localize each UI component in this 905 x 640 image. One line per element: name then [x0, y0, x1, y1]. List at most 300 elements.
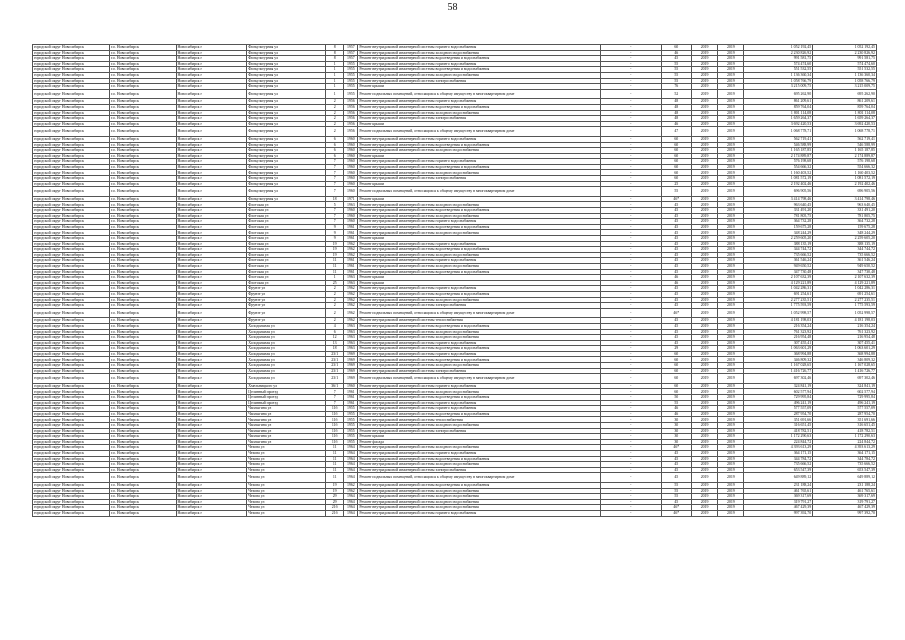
cell-cost-max: 388 135,19: [813, 241, 877, 247]
cell-year: 1960: [344, 213, 358, 219]
cell-city: г.о. Новосибирск: [109, 263, 176, 269]
cell-cost-max: 316 651,45: [813, 423, 877, 429]
cell-house: 7: [326, 170, 344, 176]
cell-year-end: 2019: [718, 224, 744, 230]
cell-year-end: 2019: [718, 400, 744, 406]
cell-cost-max: 159 675,28: [813, 224, 877, 230]
cell-cost-per-unit: 25: [661, 181, 691, 187]
cell-street: Физкультурная ул: [247, 78, 326, 84]
cell-year-start: 2019: [691, 196, 717, 202]
cell-city: г.о. Новосибирск: [109, 252, 176, 258]
cell-year-start: 2019: [691, 127, 717, 137]
cell-city: г.о. Новосибирск: [109, 462, 176, 468]
cell-year-end: 2019: [718, 56, 744, 62]
cell-work-type: Ремонт внутридомовой инженерной системы холодного водоснабжения: [358, 213, 601, 219]
cell-cost-per-unit: 60: [661, 170, 691, 176]
cell-house: 18: [326, 346, 344, 352]
cell-city: г.о. Новосибирск: [109, 411, 176, 417]
cell-mark: -: [601, 329, 662, 335]
cell-year-start: 2019: [691, 423, 717, 429]
cell-cost-per-unit: 76: [661, 84, 691, 90]
cell-city: г.о. Новосибирск: [109, 269, 176, 275]
cell-mark: -: [601, 136, 662, 142]
cell-district: городской округ Новосибирск: [33, 241, 110, 247]
cell-work-type: Ремонт внутридомовой инженерной системы холодного водоснабжения: [358, 494, 601, 500]
cell-year-start: 2019: [691, 219, 717, 225]
cell-street: Флотская ул: [247, 219, 326, 225]
cell-cost-per-unit: 60: [661, 176, 691, 182]
cell-work-type: Ремонт подвальных помещений, относящихся к общему имуществу в многоквартирном доме: [358, 127, 601, 137]
cell-work-type: Ремонт внутридомовой инженерной системы горячего водоснабжения: [358, 61, 601, 67]
cell-cost-total: 231 188,24: [744, 482, 813, 488]
table-row: [33, 89, 877, 99]
cell-locality: Новосибирск г: [176, 406, 247, 412]
cell-city: г.о. Новосибирск: [109, 196, 176, 202]
cell-district: городской округ Новосибирск: [33, 116, 110, 122]
cell-year-end: 2019: [718, 45, 744, 51]
cell-year-end: 2019: [718, 121, 744, 127]
cell-year-end: 2019: [718, 323, 744, 329]
cell-house: 9: [326, 236, 344, 242]
cell-year: 1964: [344, 510, 358, 516]
cell-mark: -: [601, 148, 662, 154]
cell-city: г.о. Новосибирск: [109, 219, 176, 225]
cell-work-type: Ремонт внутридомовой инженерной системы водоотведения и водоснабжения: [358, 208, 601, 214]
cell-cost-per-unit: 48: [661, 104, 691, 110]
cell-year-start: 2019: [691, 494, 717, 500]
cell-year: 1963: [344, 346, 358, 352]
cell-year: 1961: [344, 395, 358, 401]
cell-year-start: 2019: [691, 400, 717, 406]
cell-cost-total: 346 809,32: [744, 357, 813, 363]
cell-house: 1: [326, 275, 344, 281]
cell-house: 1: [326, 84, 344, 90]
cell-district: городской округ Новосибирск: [33, 346, 110, 352]
cell-street: Чехова ул: [247, 462, 326, 468]
cell-cost-per-unit: 60: [661, 45, 691, 51]
cell-cost-total: 364 732,28: [744, 219, 813, 225]
cell-year: 1961: [344, 230, 358, 236]
cell-mark: -: [601, 116, 662, 122]
cell-locality: Новосибирск г: [176, 236, 247, 242]
cell-house: 11: [326, 263, 344, 269]
cell-city: г.о. Новосибирск: [109, 482, 176, 488]
cell-street: Флотская ул: [247, 258, 326, 264]
cell-work-type: Ремонт крыши: [358, 121, 601, 127]
cell-cost-per-unit: 45: [661, 258, 691, 264]
cell-work-type: Ремонт внутридомовой инженерной системы холодного водоснабжения: [358, 423, 601, 429]
cell-house: 23/1: [326, 374, 344, 384]
cell-mark: -: [601, 142, 662, 148]
cell-cost-per-unit: 30: [661, 428, 691, 434]
cell-mark: -: [601, 400, 662, 406]
cell-district: городской округ Новосибирск: [33, 450, 110, 456]
cell-year-start: 2019: [691, 148, 717, 154]
cell-house: 7: [326, 400, 344, 406]
cell-year-start: 2019: [691, 351, 717, 357]
cell-year: 1955: [344, 423, 358, 429]
cell-mark: -: [601, 303, 662, 309]
cell-cost-per-unit: 60: [661, 164, 691, 170]
cell-street: Физкультурная ул: [247, 127, 326, 137]
cell-year-start: 2019: [691, 417, 717, 423]
cell-district: городской округ Новосибирск: [33, 488, 110, 494]
cell-year-start: 2019: [691, 505, 717, 511]
cell-house: 2: [326, 121, 344, 127]
cell-year-start: 2019: [691, 269, 717, 275]
cell-mark: -: [601, 286, 662, 292]
cell-street: Физкультурная ул: [247, 148, 326, 154]
cell-street: Чехова ул: [247, 473, 326, 483]
cell-mark: -: [601, 383, 662, 389]
cell-district: городской округ Новосибирск: [33, 406, 110, 412]
cell-year-end: 2019: [718, 303, 744, 309]
cell-year-start: 2019: [691, 340, 717, 346]
cell-cost-total: 368 994,88: [744, 351, 813, 357]
cell-street: Физкультурная ул: [247, 142, 326, 148]
cell-cost-per-unit: 30: [661, 434, 691, 440]
cell-house: 11б: [326, 434, 344, 440]
cell-year-start: 2019: [691, 84, 717, 90]
cell-city: г.о. Новосибирск: [109, 164, 176, 170]
cell-city: г.о. Новосибирск: [109, 121, 176, 127]
cell-work-type: Ремонт крыши: [358, 434, 601, 440]
cell-house: 11б: [326, 411, 344, 417]
cell-year-end: 2019: [718, 181, 744, 187]
cell-cost-max: 347 730,48: [813, 269, 877, 275]
cell-work-type: Ремонт внутридомовой инженерной системы теплоснабжения: [358, 318, 601, 324]
cell-city: г.о. Новосибирск: [109, 488, 176, 494]
cell-cost-total: 1 775 593,59: [744, 303, 813, 309]
cell-cost-total: 3 215 009,75: [744, 84, 813, 90]
cell-cost-max: 216 954,48: [813, 335, 877, 341]
cell-year-end: 2019: [718, 127, 744, 137]
cell-house: 2: [326, 104, 344, 110]
cell-year-end: 2019: [718, 510, 744, 516]
cell-mark: -: [601, 340, 662, 346]
cell-district: городской округ Новосибирск: [33, 291, 110, 297]
cell-district: городской округ Новосибирск: [33, 428, 110, 434]
cell-city: г.о. Новосибирск: [109, 499, 176, 505]
cell-house: 8: [326, 50, 344, 56]
cell-house: 6: [326, 329, 344, 335]
cell-street: Физкультурная ул: [247, 164, 326, 170]
cell-year-start: 2019: [691, 389, 717, 395]
cell-street: Физкультурная ул: [247, 187, 326, 197]
cell-city: г.о. Новосибирск: [109, 202, 176, 208]
cell-cost-max: 949 650,52: [813, 263, 877, 269]
cell-street: Холодильная ул: [247, 346, 326, 352]
cell-year-end: 2019: [718, 136, 744, 142]
cell-locality: Новосибирск г: [176, 395, 247, 401]
cell-street: Чаплыгина ул: [247, 439, 326, 445]
cell-locality: Новосибирск г: [176, 176, 247, 182]
cell-cost-max: 361 546,24: [813, 258, 877, 264]
cell-cost-max: 3 692 420,53: [813, 121, 877, 127]
cell-year-start: 2019: [691, 445, 717, 451]
cell-city: г.о. Новосибирск: [109, 110, 176, 116]
cell-work-type: Ремонт внутридомовой инженерной системы горячего водоснабжения: [358, 136, 601, 142]
cell-work-type: Ремонт внутридомовой инженерной системы холодного водоснабжения: [358, 252, 601, 258]
cell-work-type: Ремонт подвальных помещений, относящихся к общему имуществу в многоквартирном доме: [358, 89, 601, 99]
cell-cost-total: 1 160 403,52: [744, 170, 813, 176]
cell-year: 1955: [344, 417, 358, 423]
cell-city: г.о. Новосибирск: [109, 89, 176, 99]
cell-city: г.о. Новосибирск: [109, 99, 176, 105]
cell-locality: Новосибирск г: [176, 286, 247, 292]
cell-district: городской округ Новосибирск: [33, 473, 110, 483]
cell-cost-total: 4 129 221,89: [744, 280, 813, 286]
cell-mark: -: [601, 236, 662, 242]
cell-city: г.о. Новосибирск: [109, 374, 176, 384]
cell-locality: Новосибирск г: [176, 170, 247, 176]
cell-house: 36/1: [326, 383, 344, 389]
cell-year: 1960: [344, 164, 358, 170]
cell-mark: -: [601, 202, 662, 208]
cell-cost-max: 761 323,92: [813, 329, 877, 335]
cell-year-end: 2019: [718, 202, 744, 208]
cell-house: 1: [326, 89, 344, 99]
cell-mark: -: [601, 176, 662, 182]
cell-work-type: Ремонт внутридомовой инженерной системы холодного водоснабжения: [358, 488, 601, 494]
cell-mark: -: [601, 159, 662, 165]
cell-year-start: 2019: [691, 208, 717, 214]
cell-cost-per-unit: 45: [661, 340, 691, 346]
cell-mark: -: [601, 258, 662, 264]
cell-mark: -: [601, 445, 662, 451]
cell-cost-per-unit: 45: [661, 473, 691, 483]
cell-cost-total: 735 666,52: [744, 462, 813, 468]
cell-city: г.о. Новосибирск: [109, 275, 176, 281]
cell-year-start: 2019: [691, 297, 717, 303]
cell-mark: -: [601, 434, 662, 440]
cell-district: городской округ Новосибирск: [33, 196, 110, 202]
cell-locality: Новосибирск г: [176, 181, 247, 187]
cell-street: Фрунзе ул: [247, 303, 326, 309]
cell-district: городской округ Новосибирск: [33, 308, 110, 318]
cell-cost-max: 997 392,70: [813, 510, 877, 516]
cell-district: городской округ Новосибирск: [33, 351, 110, 357]
cell-year: 1964: [344, 494, 358, 500]
cell-city: г.о. Новосибирск: [109, 494, 176, 500]
cell-year: 1964: [344, 505, 358, 511]
cell-street: Чаплыгина ул: [247, 417, 326, 423]
cell-street: Флотская ул: [247, 208, 326, 214]
cell-street: Физкультурная ул: [247, 45, 326, 51]
cell-city: г.о. Новосибирск: [109, 230, 176, 236]
cell-street: Чаплыгина ул: [247, 434, 326, 440]
cell-cost-total: 4 181 198,03: [744, 318, 813, 324]
cell-city: г.о. Новосибирск: [109, 104, 176, 110]
cell-district: городской округ Новосибирск: [33, 434, 110, 440]
cell-cost-total: 696 905,56: [744, 187, 813, 197]
cell-cost-total: 781 805,75: [744, 213, 813, 219]
cell-work-type: Ремонт внутридомовой инженерной системы холодного водоснабжения: [358, 148, 601, 154]
cell-cost-per-unit: 46*: [661, 445, 691, 451]
cell-cost-max: 324 841,19: [813, 383, 877, 389]
cell-mark: -: [601, 417, 662, 423]
cell-cost-max: 346 809,32: [813, 357, 877, 363]
cell-year-start: 2019: [691, 176, 717, 182]
cell-cost-per-unit: 45: [661, 323, 691, 329]
cell-mark: -: [601, 351, 662, 357]
cell-house: 29: [326, 499, 344, 505]
cell-house: 2: [326, 286, 344, 292]
cell-cost-max: 551 532,55: [813, 67, 877, 73]
cell-year-start: 2019: [691, 303, 717, 309]
cell-locality: Новосибирск г: [176, 56, 247, 62]
cell-street: Чехова ул: [247, 456, 326, 462]
cell-year: 1957: [344, 56, 358, 62]
cell-year: 1963: [344, 280, 358, 286]
cell-street: Флотская ул: [247, 230, 326, 236]
cell-locality: Новосибирск г: [176, 252, 247, 258]
cell-street: Холодильная ул: [247, 368, 326, 374]
cell-mark: -: [601, 230, 662, 236]
cell-year-start: 2019: [691, 72, 717, 78]
cell-district: городской округ Новосибирск: [33, 456, 110, 462]
cell-year: 1962: [344, 291, 358, 297]
cell-cost-per-unit: 60: [661, 159, 691, 165]
cell-city: г.о. Новосибирск: [109, 340, 176, 346]
cell-year: 1969: [344, 363, 358, 369]
cell-locality: Новосибирск г: [176, 510, 247, 516]
cell-mark: -: [601, 269, 662, 275]
cell-city: г.о. Новосибирск: [109, 170, 176, 176]
cell-street: Флотская ул: [247, 269, 326, 275]
cell-cost-max: 364 732,28: [813, 219, 877, 225]
cell-year-start: 2019: [691, 213, 717, 219]
cell-street: Фрунзе ул: [247, 297, 326, 303]
cell-cost-total: 1 172 290,63: [744, 434, 813, 440]
cell-year-start: 2019: [691, 499, 717, 505]
cell-city: г.о. Новосибирск: [109, 148, 176, 154]
cell-cost-total: 1 136 360,34: [744, 72, 813, 78]
cell-mark: -: [601, 423, 662, 429]
cell-city: г.о. Новосибирск: [109, 510, 176, 516]
cell-mark: -: [601, 368, 662, 374]
cell-street: Чехова ул: [247, 445, 326, 451]
cell-mark: -: [601, 494, 662, 500]
cell-district: городской округ Новосибирск: [33, 50, 110, 56]
cell-district: городской округ Новосибирск: [33, 374, 110, 384]
cell-house: 7: [326, 176, 344, 182]
cell-city: г.о. Новосибирск: [109, 351, 176, 357]
cell-year: 1961: [344, 389, 358, 395]
cell-year: 1957: [344, 45, 358, 51]
cell-cost-max: 216 354,24: [813, 323, 877, 329]
cell-house: 11: [326, 258, 344, 264]
cell-cost-per-unit: 45: [661, 208, 691, 214]
cell-house: 2: [326, 116, 344, 122]
cell-work-type: Ремонт внутридомовой инженерной системы холодного водоснабжения: [358, 110, 601, 116]
cell-cost-max: 1 081 572,19: [813, 176, 877, 182]
cell-cost-per-unit: 55: [661, 187, 691, 197]
cell-year-end: 2019: [718, 89, 744, 99]
cell-street: Физкультурная ул: [247, 153, 326, 159]
cell-locality: Новосибирск г: [176, 439, 247, 445]
cell-city: г.о. Новосибирск: [109, 297, 176, 303]
cell-street: Флотская ул: [247, 241, 326, 247]
cell-district: городской округ Новосибирск: [33, 423, 110, 429]
cell-cost-max: 602 577,94: [813, 389, 877, 395]
cell-street: Чехова ул: [247, 482, 326, 488]
cell-year: 1963: [344, 335, 358, 341]
cell-cost-per-unit: 60: [661, 383, 691, 389]
cell-year: 1960: [344, 187, 358, 197]
cell-street: Фрунзе ул: [247, 318, 326, 324]
cell-locality: Новосибирск г: [176, 329, 247, 335]
cell-year: 1962: [344, 241, 358, 247]
cell-cost-per-unit: 60: [661, 368, 691, 374]
cell-street: Физкультурная ул: [247, 121, 326, 127]
cell-house: 7: [326, 395, 344, 401]
cell-cost-max: 461 765,61: [813, 488, 877, 494]
cell-locality: Новосибирск г: [176, 383, 247, 389]
cell-year: 1961: [344, 263, 358, 269]
cell-mark: -: [601, 450, 662, 456]
cell-year-start: 2019: [691, 99, 717, 105]
cell-locality: Новосибирск г: [176, 72, 247, 78]
cell-work-type: Ремонт внутридомовой инженерной системы холодного водоснабжения: [358, 329, 601, 335]
cell-district: городской округ Новосибирск: [33, 78, 110, 84]
cell-year-end: 2019: [718, 176, 744, 182]
cell-district: городской округ Новосибирск: [33, 395, 110, 401]
cell-year: 1964: [344, 450, 358, 456]
cell-work-type: Ремонт внутридомовой инженерной системы водоотведения и водоснабжения: [358, 323, 601, 329]
cell-work-type: Ремонт крыши: [358, 181, 601, 187]
cell-house: 7: [326, 213, 344, 219]
cell-city: г.о. Новосибирск: [109, 368, 176, 374]
cell-district: городской округ Новосибирск: [33, 61, 110, 67]
cell-locality: Новосибирск г: [176, 428, 247, 434]
cell-year: 1960: [344, 181, 358, 187]
cell-city: г.о. Новосибирск: [109, 56, 176, 62]
cell-year-end: 2019: [718, 159, 744, 165]
cell-street: Холодильная ул: [247, 363, 326, 369]
cell-year: 1961: [344, 400, 358, 406]
cell-work-type: Ремонт внутридомовой инженерной системы водоотведения и водоснабжения: [358, 291, 601, 297]
cell-year-start: 2019: [691, 67, 717, 73]
cell-house: 2: [326, 308, 344, 318]
cell-district: городской округ Новосибирск: [33, 159, 110, 165]
cell-mark: -: [601, 363, 662, 369]
cell-year-start: 2019: [691, 236, 717, 242]
cell-work-type: Ремонт внутридомовой инженерной системы теплоснабжения: [358, 417, 601, 423]
cell-year-start: 2019: [691, 428, 717, 434]
cell-street: Чехова ул: [247, 505, 326, 511]
cell-cost-total: 576 198,68: [744, 159, 813, 165]
cell-cost-total: 1 081 572,19: [744, 176, 813, 182]
cell-year: 1957: [344, 50, 358, 56]
cell-locality: Новосибирск г: [176, 84, 247, 90]
cell-street: Чаплыгина ул: [247, 428, 326, 434]
cell-cost-max: 1 775 593,59: [813, 303, 877, 309]
cell-city: г.о. Новосибирск: [109, 395, 176, 401]
cell-year: 1964: [344, 499, 358, 505]
cell-cost-total: 735 666,52: [744, 252, 813, 258]
cell-house: 7: [326, 181, 344, 187]
cell-house: 4: [326, 323, 344, 329]
cell-cost-per-unit: 45: [661, 252, 691, 258]
cell-work-type: Ремонт внутридомовой инженерной системы водоотведения и водоснабжения: [358, 67, 601, 73]
cell-locality: Новосибирск г: [176, 445, 247, 451]
cell-mark: -: [601, 318, 662, 324]
cell-work-type: Ремонт внутридомовой инженерной системы горячего водоснабжения: [358, 340, 601, 346]
cell-mark: -: [601, 456, 662, 462]
cell-city: г.о. Новосибирск: [109, 445, 176, 451]
cell-house: 11: [326, 450, 344, 456]
